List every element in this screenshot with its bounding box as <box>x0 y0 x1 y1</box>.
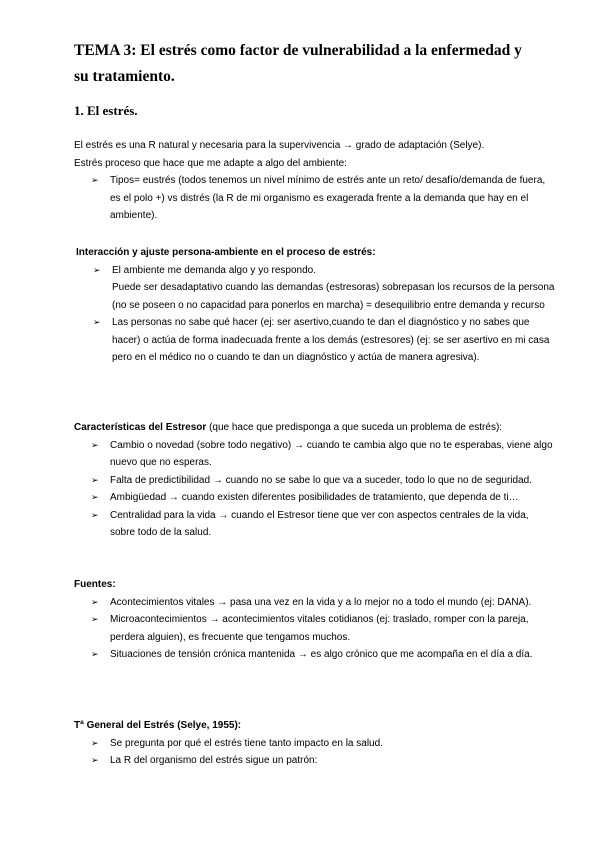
arrow-bullet-icon: ➢ <box>93 264 101 275</box>
list-item-ambiguedad <box>74 489 554 507</box>
arrow-bullet-icon: ➢ <box>91 439 99 450</box>
list-item-text: Ambigüedad → cuando existen diferentes posibilidades de tratamiento, que dependa de ti… <box>110 492 519 503</box>
document-title: TEMA 3: El estrés como factor de vulnerabilidad a la enfermedad y su tratamiento. <box>74 42 522 85</box>
arrow-bullet-icon: ➢ <box>91 649 99 659</box>
list-item-pregunta <box>74 735 554 753</box>
intro-line-1: El estrés es una R natural y necesaria para la supervivencia → grado de adaptación (Selye). <box>74 140 485 151</box>
list-item-predictibilidad <box>74 472 554 490</box>
caracteristicas-heading <box>74 419 554 437</box>
list-item-text: Cambio o novedad (sobre todo negativo) → cuando te cambia algo que no te esperabas, viene algo nuevo que no esperas. <box>110 439 553 468</box>
list-item-patron <box>74 752 554 770</box>
arrow-bullet-icon: ➢ <box>93 317 101 327</box>
list-item-text: Tipos= eustrés (todos tenemos un nivel mínimo de estrés ante un reto/ desafío/demanda de fuera, es el polo +) vs distrés (la R de mi organismo es exagerada frente a la demanda que hay en el ambiente). <box>110 175 546 221</box>
arrow-bullet-icon: ➢ <box>91 614 99 624</box>
arrow-bullet-icon: ➢ <box>91 755 99 765</box>
intro-line-2: Estrés proceso que hace que me adapte a algo del ambiente: <box>74 157 347 169</box>
caracteristicas-heading-bold: Características del Estresor <box>74 422 207 433</box>
list-item-personas <box>76 314 556 367</box>
arrow-bullet-icon: ➢ <box>91 509 99 520</box>
list-item-text: Acontecimientos vitales → pasa una vez en la vida y a lo mejor no a todo el mundo (ej: DANA). <box>110 596 532 608</box>
list-item-text: La R del organismo del estrés sigue un patrón: <box>110 755 318 766</box>
list-item-text: Se pregunta por qué el estrés tiene tanto impacto en la salud. <box>110 737 383 749</box>
fuentes-heading: Fuentes: <box>74 579 116 590</box>
list-item-acontecimientos <box>74 594 554 612</box>
list-item-text: Microacontecimientos → acontecimientos vitales cotidianos (ej: traslado, romper con la pareja, perdera alguien), es frecuente que tengamos muchos. <box>110 614 529 643</box>
selye-section <box>74 717 554 770</box>
arrow-bullet-icon: ➢ <box>91 737 99 748</box>
interaccion-section <box>76 244 556 367</box>
list-item-text: Falta de predictibilidad → cuando no se sabe lo que va a suceder, todo lo que no de seguridad. <box>110 474 532 486</box>
list-item-microacontecimientos <box>74 611 554 646</box>
arrow-bullet-icon: ➢ <box>91 492 99 502</box>
list-item-text: Las personas no sabe qué hacer (ej: ser asertivo,cuando te dan el diagnóstico y no sabes que hacer) o actúa de forma inadecuada frente a los demás (estresores) (ej: se ser asertivo en mi casa pero en el médico no o cuando te dan un diagnóstico y actúa de manera agresiva). <box>112 317 550 363</box>
fuentes-section <box>74 576 554 664</box>
caracteristicas-heading-rest: (que hace que predisponga a que suceda un problema de estrés): <box>206 422 503 433</box>
interaccion-heading: Interacción y ajuste persona-ambiente en el proceso de estrés: <box>76 247 376 258</box>
list-item-text: El ambiente me demanda algo y yo respondo. <box>112 264 317 276</box>
list-item-ambiente <box>76 262 556 280</box>
list-item-tipos <box>74 172 554 225</box>
section-heading-estres: 1. El estrés. <box>74 103 138 118</box>
list-item-centralidad <box>74 507 554 542</box>
intro-section <box>74 137 554 225</box>
list-item-text: Centralidad para la vida → cuando el Estresor tiene que ver con aspectos centrales de la vida, sobre todo de la salud. <box>110 509 529 538</box>
list-item-tension-cronica <box>74 646 554 664</box>
selye-heading: Tª General del Estrés (Selye, 1955): <box>74 720 242 731</box>
arrow-bullet-icon: ➢ <box>91 596 99 607</box>
list-item-text: Situaciones de tensión crónica mantenida → es algo crónico que me acompaña en el día a día. <box>110 649 533 660</box>
list-item-continuation: Puede ser desadaptativo cuando las demandas (estresoras) sobrepasan los recursos de la persona (no se poseen o no capacidad para ponerlos en marcha) = desequilibrio entre demanda y recurso <box>112 282 555 311</box>
list-item-cambio <box>74 437 554 472</box>
arrow-bullet-icon: ➢ <box>91 175 99 185</box>
arrow-bullet-icon: ➢ <box>91 474 99 485</box>
caracteristicas-section <box>74 419 554 542</box>
